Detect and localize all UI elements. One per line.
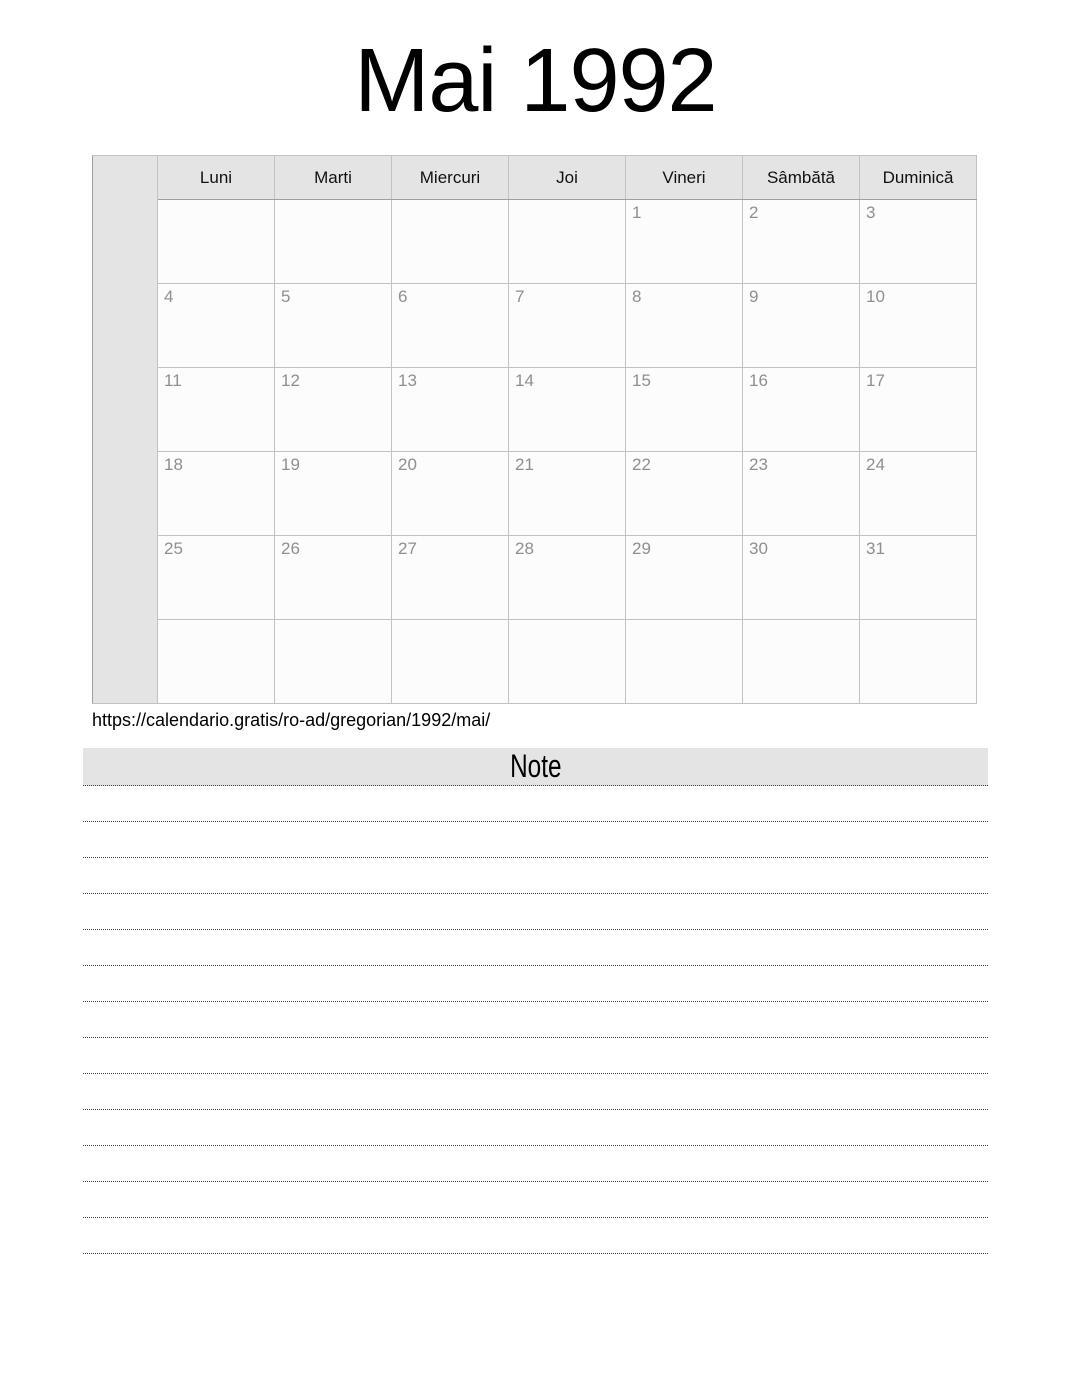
day-cell — [158, 620, 275, 704]
day-cell: 6 — [392, 284, 509, 368]
note-line — [83, 786, 988, 822]
calendar-gutter-column — [93, 156, 158, 704]
day-cell: 13 — [392, 368, 509, 452]
day-cell: 14 — [509, 368, 626, 452]
note-line — [83, 1074, 988, 1110]
day-cell: 4 — [158, 284, 275, 368]
day-cell: 16 — [743, 368, 860, 452]
day-cell: 15 — [626, 368, 743, 452]
day-cell: 12 — [275, 368, 392, 452]
note-line — [83, 1182, 988, 1218]
day-cell: 19 — [275, 452, 392, 536]
day-cell: 24 — [860, 452, 977, 536]
day-cell: 26 — [275, 536, 392, 620]
day-cell — [626, 620, 743, 704]
day-cell: 10 — [860, 284, 977, 368]
calendar-week-row — [93, 452, 977, 536]
calendar-week-row — [93, 284, 977, 368]
day-cell — [509, 200, 626, 284]
day-cell: 27 — [392, 536, 509, 620]
day-cell — [275, 200, 392, 284]
calendar-week-row — [93, 368, 977, 452]
day-cell: 28 — [509, 536, 626, 620]
day-cell: 21 — [509, 452, 626, 536]
day-cell: 22 — [626, 452, 743, 536]
day-cell: 9 — [743, 284, 860, 368]
day-cell: 30 — [743, 536, 860, 620]
day-cell: 31 — [860, 536, 977, 620]
day-cell: 29 — [626, 536, 743, 620]
note-line — [83, 966, 988, 1002]
day-header-vineri: Vineri — [626, 156, 743, 200]
day-header-joi: Joi — [509, 156, 626, 200]
day-cell: 20 — [392, 452, 509, 536]
day-header-luni: Luni — [158, 156, 275, 200]
day-cell: 25 — [158, 536, 275, 620]
day-cell: 2 — [743, 200, 860, 284]
day-cell: 17 — [860, 368, 977, 452]
note-line — [83, 822, 988, 858]
notes-area — [83, 786, 988, 1254]
calendar-table — [92, 155, 977, 704]
calendar — [92, 155, 977, 704]
notes-header — [83, 748, 988, 786]
day-cell: 7 — [509, 284, 626, 368]
calendar-header-row — [93, 156, 977, 200]
notes-title: Note — [509, 748, 562, 784]
day-cell: 23 — [743, 452, 860, 536]
day-cell: 18 — [158, 452, 275, 536]
calendar-week-row — [93, 536, 977, 620]
note-line — [83, 1218, 988, 1254]
day-cell — [392, 620, 509, 704]
note-line — [83, 930, 988, 966]
note-line — [83, 1146, 988, 1182]
day-cell: 1 — [626, 200, 743, 284]
day-cell: 8 — [626, 284, 743, 368]
day-cell — [158, 200, 275, 284]
note-line — [83, 1038, 988, 1074]
note-line — [83, 858, 988, 894]
note-line — [83, 894, 988, 930]
day-cell — [392, 200, 509, 284]
day-cell: 5 — [275, 284, 392, 368]
page-title: Mai 1992 — [354, 31, 717, 131]
day-cell — [860, 620, 977, 704]
day-header-duminica: Duminică — [860, 156, 977, 200]
calendar-week-row — [93, 200, 977, 284]
day-cell — [275, 620, 392, 704]
day-cell: 11 — [158, 368, 275, 452]
day-cell — [743, 620, 860, 704]
day-cell: 3 — [860, 200, 977, 284]
day-header-marti: Marti — [275, 156, 392, 200]
day-header-sambata: Sâmbătă — [743, 156, 860, 200]
calendar-week-row — [93, 620, 977, 704]
day-header-miercuri: Miercuri — [392, 156, 509, 200]
note-line — [83, 1110, 988, 1146]
source-url: https://calendario.gratis/ro-ad/gregorian/1992/mai/ — [92, 710, 491, 730]
note-line — [83, 1002, 988, 1038]
day-cell — [509, 620, 626, 704]
